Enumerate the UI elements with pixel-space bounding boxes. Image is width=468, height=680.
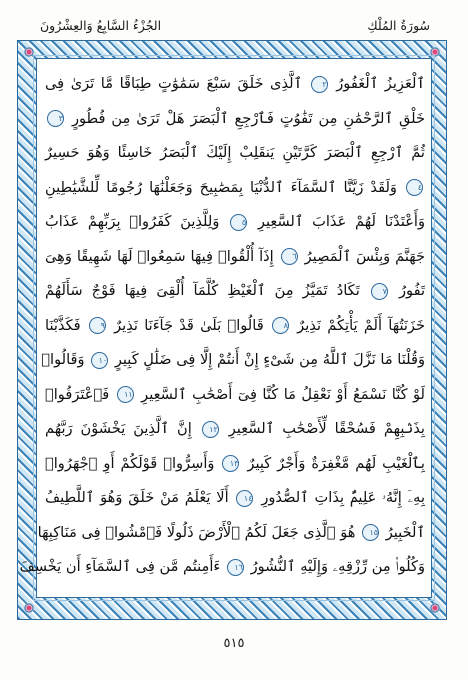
ayah-number-marker: ٤ — [406, 179, 423, 196]
verse-line — [45, 414, 425, 444]
ayah-number-marker: ١٤ — [236, 490, 253, 507]
verse-text: فَٱعْتَرَفُوا۟ — [45, 385, 110, 403]
ayah-number-marker: ١٥ — [362, 524, 379, 541]
verse-line — [45, 276, 425, 306]
verse-text: ٱلَّذِى خَلَقَ سَبْعَ سَمَٰوَٰتٍ طِبَاقًا مَّا تَرَىٰ فِى — [45, 75, 303, 92]
verse-text: خَزَنَتُهَآ أَلَمْ يَأْتِكُمْ نَذِيرٌ — [297, 316, 426, 334]
verse-text: وَقَالُوا۟ — [41, 351, 85, 368]
verse-text: قَالُوا۟ بَلَىٰ قَدْ جَآءَنَا نَذِيرٌ — [114, 316, 264, 334]
verse-text: هُوَ ٱلَّذِى جَعَلَ لَكُمُ ٱلْأَرْضَ ذَلُولًا فَٱمْشُوا۟ فِى مَنَاكِبِهَا — [37, 523, 356, 541]
corner-ornament-icon — [24, 603, 34, 613]
verse-text: بِٱلْغَيْبِ لَهُم مَّغْفِرَةٌ وَأَجْرٌ كَبِيرٌ — [247, 454, 425, 472]
corner-ornament-icon — [430, 47, 440, 57]
verse-text-panel — [19, 58, 432, 598]
verse-text: إِذَآ أُلْقُوا۟ فِيهَا سَمِعُوا۟ لَهَا شَهِيقًا وَهِىَ — [45, 247, 274, 265]
surah-name: سُورَةُ المُلْكِ — [367, 18, 430, 33]
verse-text: وَقُلْنَا مَا نَزَّلَ ٱللَّهُ مِن شَىْءٍ إِنْ أَنتُمْ إِلَّا فِى ضَلَٰلٍ كَبِيرٍ — [114, 351, 425, 368]
corner-ornament-icon — [430, 603, 440, 613]
verse-line — [45, 138, 425, 168]
verse-text: تَفُورُ — [398, 282, 426, 299]
verse-line — [45, 69, 425, 99]
page-number: ٥١٥ — [223, 636, 245, 651]
verse-text: وَلِلَّذِينَ كَفَرُوا۟ بِرَبِّهِمْ عَذَابُ — [45, 213, 220, 230]
ayah-number-marker: ٦ — [281, 248, 298, 265]
verse-text: بِذَنۢبِهِمْ فَسُحْقًا لِّأَصْحَٰبِ ٱلسَّعِيرِ — [228, 420, 425, 437]
verse-text: وَكُلُوا۟ مِن رِّزْقِهِۦ وَإِلَيْهِ ٱلنُّشُورُ — [250, 558, 425, 575]
ayah-number-marker: ١١ — [117, 386, 134, 403]
verse-text: ثُمَّ ٱرْجِعِ ٱلْبَصَرَ كَرَّتَيْنِ يَنقَلِبْ إِلَيْكَ ٱلْبَصَرُ خَاسِئًا وَهُوَ حَسِيرٌ — [45, 144, 425, 161]
verse-line — [45, 207, 425, 237]
verse-line — [45, 311, 425, 341]
verse-text: إِنَّ ٱلَّذِينَ يَخْشَوْنَ رَبَّهُم — [45, 420, 192, 437]
ayah-number-marker: ٩ — [89, 317, 106, 334]
page-header — [40, 16, 430, 38]
juz-name: الجُزْءُ السَّابِعُ وَالعِشْرُونَ — [40, 18, 162, 33]
verse-line — [45, 449, 425, 479]
verse-line — [37, 518, 425, 548]
ayah-number-marker: ٧ — [371, 283, 388, 300]
verse-text: بِهِۦٓ إِنَّهُۥ عَلِيمٌۢ بِذَاتِ ٱلصُّدُورِ — [261, 489, 426, 506]
ayah-number-marker: ١٣ — [222, 455, 239, 472]
ayah-number-marker: ٨ — [272, 317, 289, 334]
verse-line — [19, 552, 425, 582]
verse-line — [45, 380, 425, 410]
verse-text: أَلَا يَعْلَمُ مَنْ خَلَقَ وَهُوَ ٱللَّطِيفُ — [45, 489, 229, 506]
ayah-number-marker: ١٠ — [91, 352, 108, 369]
verse-text: جَهَنَّمَ وَبِئْسَ ٱلْمَصِيرُ — [304, 247, 426, 265]
verse-text: فَكَذَّبْنَا — [45, 316, 81, 334]
ayah-number-marker: ٥ — [230, 214, 247, 231]
verse-line — [45, 483, 425, 513]
verse-text: وَلَقَدْ زَيَّنَّا ٱلسَّمَآءَ ٱلدُّنْيَا بِمَصَٰبِيحَ وَجَعَلْنَٰهَا رُجُومًا لِّلشَّيَٰطِينِ — [45, 178, 397, 196]
ayah-number-marker: ١٦ — [227, 559, 244, 576]
verse-text: ءَأَمِنتُم مَّن فِى ٱلسَّمَآءِ أَن يَخْسِفَ — [19, 558, 221, 575]
corner-ornament-icon — [24, 47, 34, 57]
ayah-number-marker: ٣ — [47, 110, 64, 127]
verse-text: ٱلْخَبِيرُ — [385, 523, 425, 541]
ayah-number-marker: ١٢ — [202, 421, 219, 438]
verse-line — [41, 345, 425, 375]
verse-text: ٱلْعَزِيزُ ٱلْغَفُورُ — [336, 75, 426, 92]
ayah-number-marker: ٢ — [311, 76, 328, 93]
verse-text: وَأَعْتَدْنَا لَهُمْ عَذَابَ ٱلسَّعِيرِ — [257, 213, 426, 230]
verse-line — [45, 242, 425, 272]
verse-text: لَوْ كُنَّا نَسْمَعُ أَوْ نَعْقِلُ مَا كُنَّا فِىٓ أَصْحَٰبِ ٱلسَّعِيرِ — [141, 385, 425, 403]
verse-text: تَكَادُ تَمَيَّزُ مِنَ ٱلْغَيْظِ كُلَّمَآ أُلْقِىَ فِيهَا فَوْجٌ سَأَلَهُمْ — [45, 282, 360, 299]
verse-text: وَأَسِرُّوا۟ قَوْلَكُمْ أَوِ ٱجْهَرُوا۟ — [45, 454, 215, 472]
verse-text: خَلْقِ ٱلرَّحْمَٰنِ مِن تَفَٰوُتٍ فَٱرْجِعِ ٱلْبَصَرَ هَلْ تَرَىٰ مِن فُطُورٍ — [71, 109, 425, 127]
verse-line — [45, 173, 425, 203]
verse-line — [45, 104, 425, 134]
